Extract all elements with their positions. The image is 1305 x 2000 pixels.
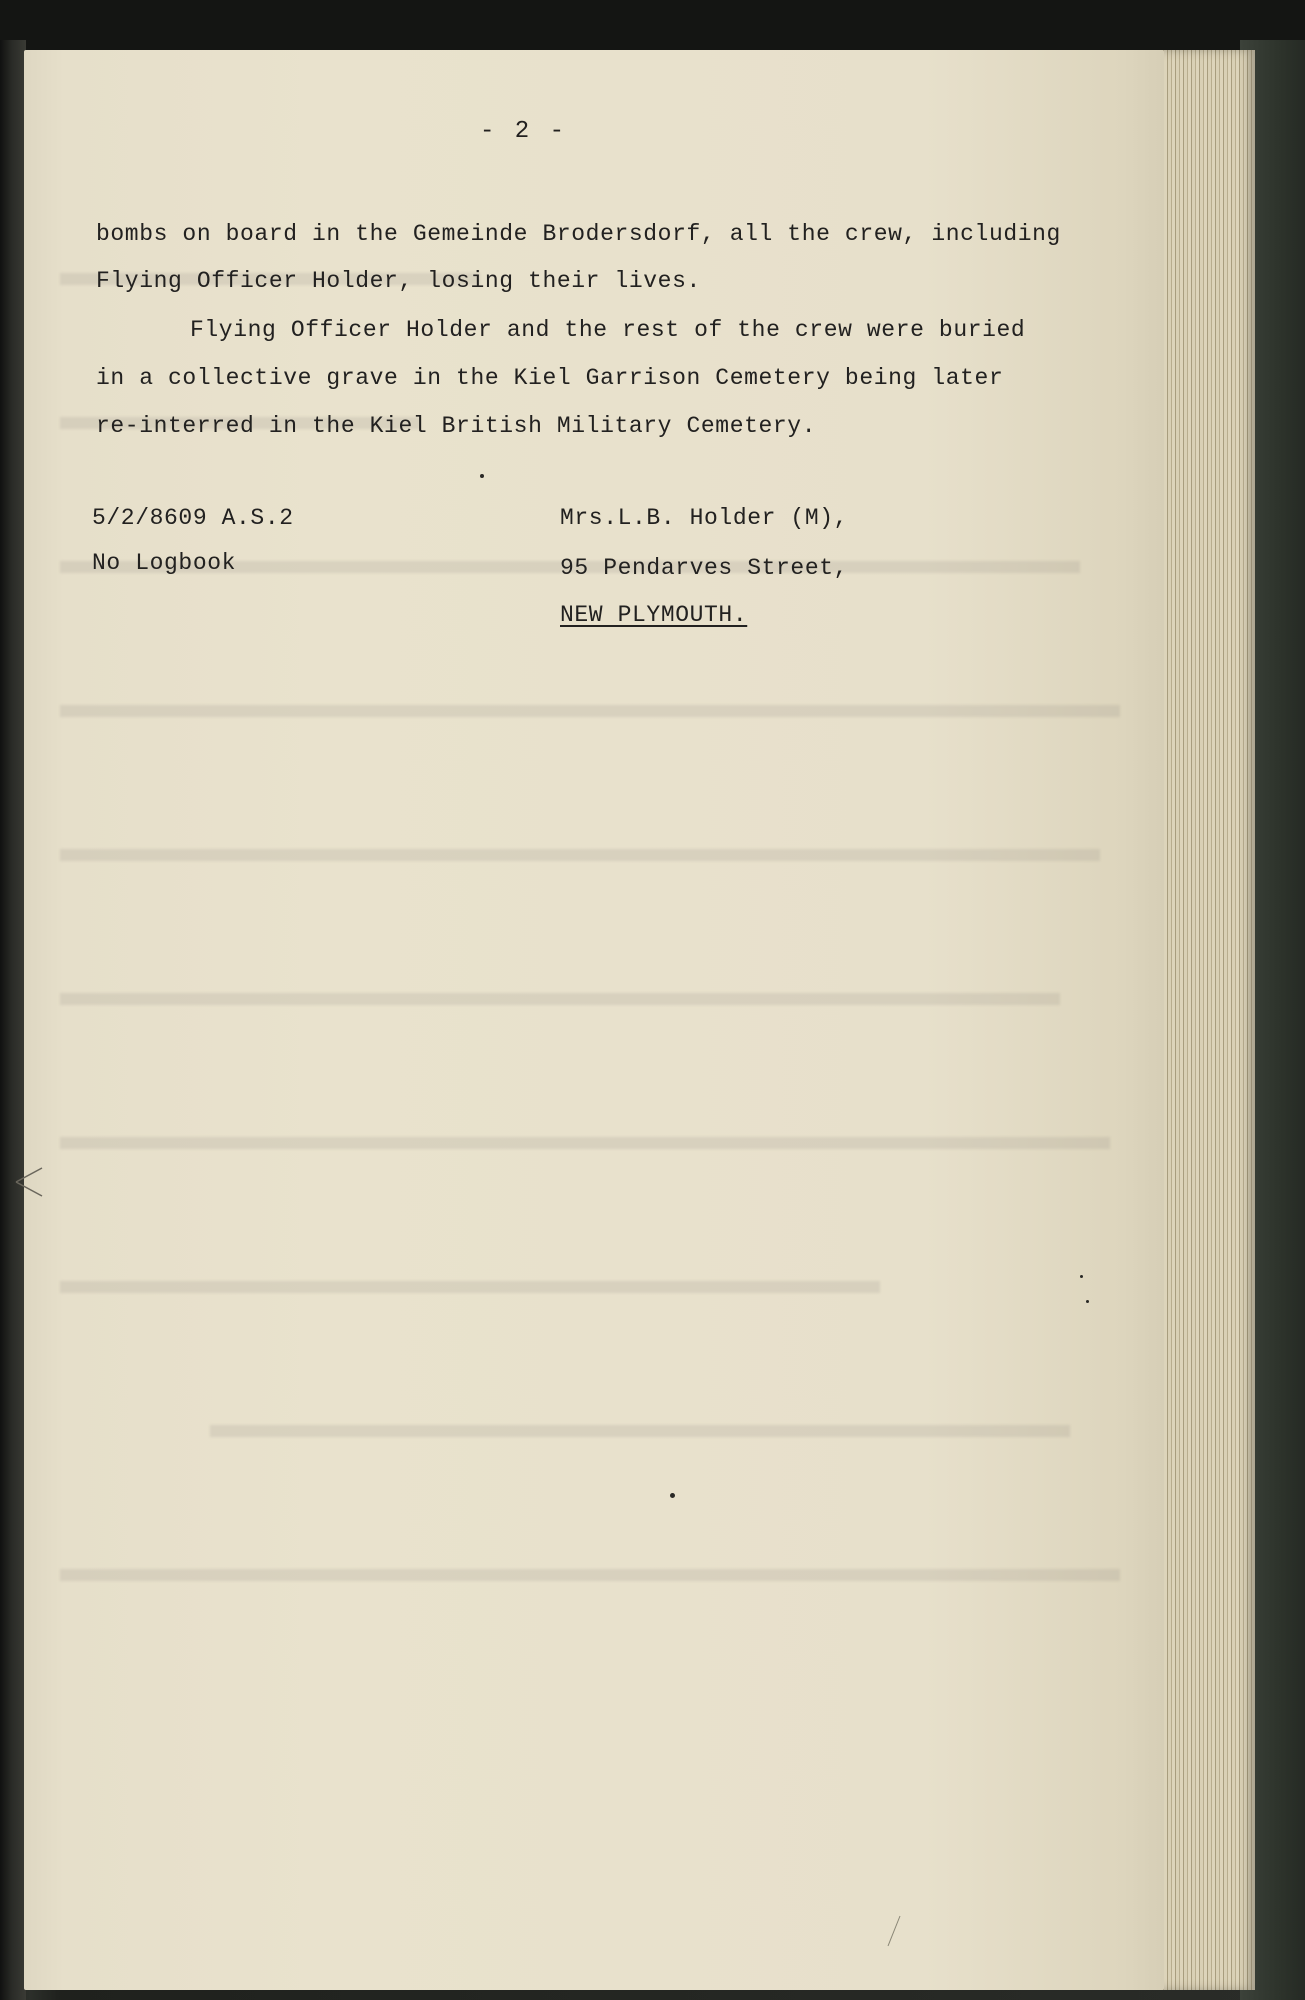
stray-dot (670, 1493, 675, 1498)
body-line-2: Flying Officer Holder, losing their lives. (96, 268, 701, 294)
top-shadow (0, 0, 1305, 55)
body-line-3: Flying Officer Holder and the rest of the crew were buried (190, 317, 1026, 343)
body-line-4: in a collective grave in the Kiel Garrison Cemetery being later (96, 365, 1004, 391)
page-number: - 2 - (480, 118, 568, 145)
logbook-note: No Logbook (92, 550, 237, 576)
body-line-5: re-interred in the Kiel British Military Cemetery. (96, 413, 817, 439)
stray-dot (1086, 1300, 1089, 1303)
next-of-kin-city: NEW PLYMOUTH. (560, 602, 748, 628)
next-of-kin-street: 95 Pendarves Street, (560, 555, 849, 581)
next-of-kin-name: Mrs.L.B. Holder (M), (560, 505, 849, 531)
pencil-tick-mark (12, 1162, 52, 1202)
file-reference: 5/2/8609 A.S.2 (92, 505, 294, 531)
stray-dot (1080, 1275, 1083, 1278)
stray-dot (480, 474, 484, 478)
book-binding-left (0, 40, 26, 2000)
page-edges-stack (1160, 50, 1255, 1990)
body-line-1: bombs on board in the Gemeinde Brodersdorf, all the crew, including (96, 221, 1061, 247)
pencil-stroke-mark (880, 1910, 920, 1950)
